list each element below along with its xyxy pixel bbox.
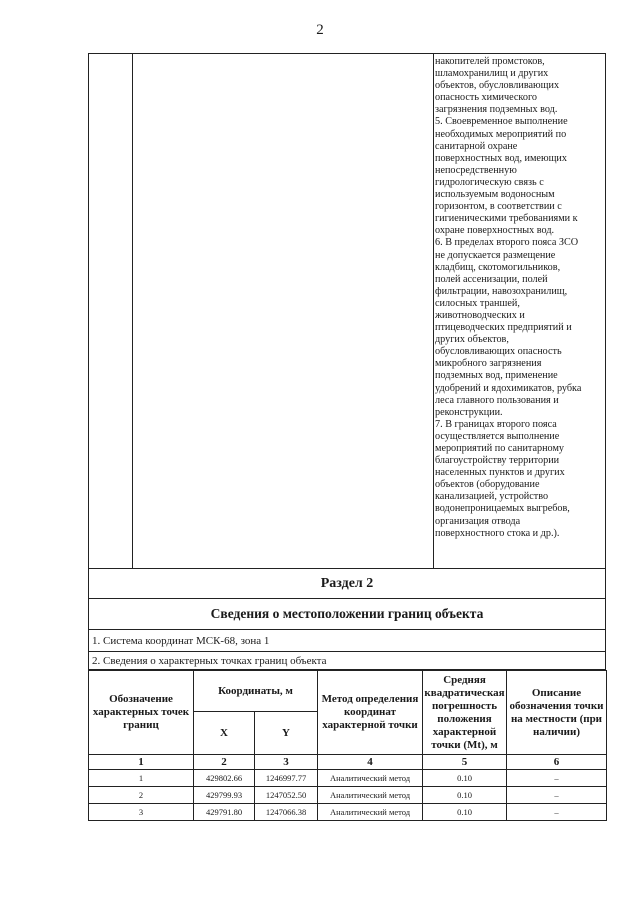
empty-column-1 <box>89 54 133 568</box>
text-line: охране поверхностных вод. <box>435 225 555 237</box>
header-x: X <box>194 712 255 755</box>
y-value: 1247066.38 <box>255 804 318 821</box>
y-value: 1247052.50 <box>255 787 318 804</box>
header-row-1 <box>89 671 607 712</box>
text-line: леса главного пользования и <box>435 394 559 406</box>
text-line: опасность химического <box>435 92 537 104</box>
column-number: 1 <box>89 755 194 770</box>
table-row <box>89 787 607 804</box>
text-line: полей ассенизации, полей <box>435 273 548 285</box>
text-line: не допускается размещение <box>435 249 556 261</box>
text-line: санитарной охране <box>435 140 518 152</box>
error-value: 0.10 <box>423 804 507 821</box>
text-line: удобрений и ядохимикатов, рубка <box>435 382 582 394</box>
text-line: объектов (оборудование <box>435 479 540 491</box>
text-line: непосредственную <box>435 164 517 176</box>
continued-table <box>88 53 606 569</box>
column-number: 6 <box>507 755 607 770</box>
column-number: 5 <box>423 755 507 770</box>
text-line: канализацией, устройство <box>435 491 549 503</box>
text-line: организация отвода <box>435 515 521 527</box>
boundary-points-table <box>88 670 607 821</box>
text-line: поверхностных вод, имеющих <box>435 152 567 164</box>
text-line: накопителей промстоков, <box>435 56 545 67</box>
text-line: объектов, обусловливающих <box>435 80 560 92</box>
error-value: 0.10 <box>423 787 507 804</box>
text-line: обусловливающих опасность <box>435 346 562 358</box>
description-value: – <box>507 787 607 804</box>
header-coordinates: Координаты, м <box>194 671 318 712</box>
header-description: Описание обозначения точки на местности (при наличии) <box>507 671 607 755</box>
text-line: 7. В границах второго пояса <box>435 418 557 430</box>
column-number: 4 <box>318 755 423 770</box>
header-method: Метод определения координат характерной точки <box>318 671 423 755</box>
text-line: 5. Своевременное выполнение <box>435 116 568 128</box>
text-line: кладбищ, скотомогильников, <box>435 261 561 273</box>
text-line: 6. В пределах второго пояса ЗСО <box>435 237 579 249</box>
text-line: осуществляется выполнение <box>435 430 560 442</box>
description-value: – <box>507 770 607 787</box>
text-line: используемым водоносным <box>435 189 555 201</box>
section-subtitle: Сведения о местоположении границ объекта <box>88 599 606 630</box>
coordinate-system-row: 1. Система координат МСК-68, зона 1 <box>88 630 606 652</box>
table-row <box>89 804 607 821</box>
x-value: 429799.93 <box>194 787 255 804</box>
text-line: водонепроницаемых выгребов, <box>435 503 570 515</box>
text-line: реконструкции. <box>435 406 503 418</box>
x-value: 429802.66 <box>194 770 255 787</box>
text-line: подземных вод, применение <box>435 370 558 382</box>
column-number: 3 <box>255 755 318 770</box>
method-value: Аналитический метод <box>318 770 423 787</box>
empty-column-2 <box>133 54 434 568</box>
header-designation: Обозначение характерных точек границ <box>89 671 194 755</box>
requirements-text <box>434 56 606 568</box>
text-line: горизонтом, в соответствии с <box>435 201 562 213</box>
text-line: животноводческих и <box>435 309 525 321</box>
section-title: Раздел 2 <box>88 569 606 599</box>
text-line: микробного загрязнения <box>435 358 542 370</box>
header-y: Y <box>255 712 318 755</box>
method-value: Аналитический метод <box>318 804 423 821</box>
page-number: 2 <box>316 22 324 38</box>
text-line: шламохранилищ и других <box>435 68 549 80</box>
text-line: поверхностного стока и др.). <box>435 527 560 539</box>
column-number-row <box>89 755 607 770</box>
text-line: других объектов, <box>435 334 509 346</box>
column-number: 2 <box>194 755 255 770</box>
error-value: 0.10 <box>423 770 507 787</box>
text-line: силосных траншей, <box>435 297 520 309</box>
table-row <box>89 770 607 787</box>
method-value: Аналитический метод <box>318 787 423 804</box>
text-line: фильтрации, навозохранилищ, <box>435 285 568 297</box>
points-intro-row: 2. Сведения о характерных точках границ объекта <box>88 652 606 670</box>
text-line: гидрологическую связь с <box>435 176 544 188</box>
text-line: птицеводческих предприятий и <box>435 322 572 334</box>
text-line: благоустройству территории <box>435 455 560 467</box>
text-line: мероприятий по санитарному <box>435 443 564 454</box>
text-line: гигиеническими требованиями к <box>435 213 578 225</box>
text-line: необходимых мероприятий по <box>435 128 567 140</box>
y-value: 1246997.77 <box>255 770 318 787</box>
point-number: 1 <box>89 770 194 787</box>
description-value: – <box>507 804 607 821</box>
header-error: Средняя квадратическая погрешность положения характерной точки (Mt), м <box>423 671 507 755</box>
text-line: загрязнения подземных вод. <box>435 104 558 116</box>
point-number: 2 <box>89 787 194 804</box>
text-line: населенных пунктов и других <box>435 467 565 479</box>
point-number: 3 <box>89 804 194 821</box>
x-value: 429791.80 <box>194 804 255 821</box>
